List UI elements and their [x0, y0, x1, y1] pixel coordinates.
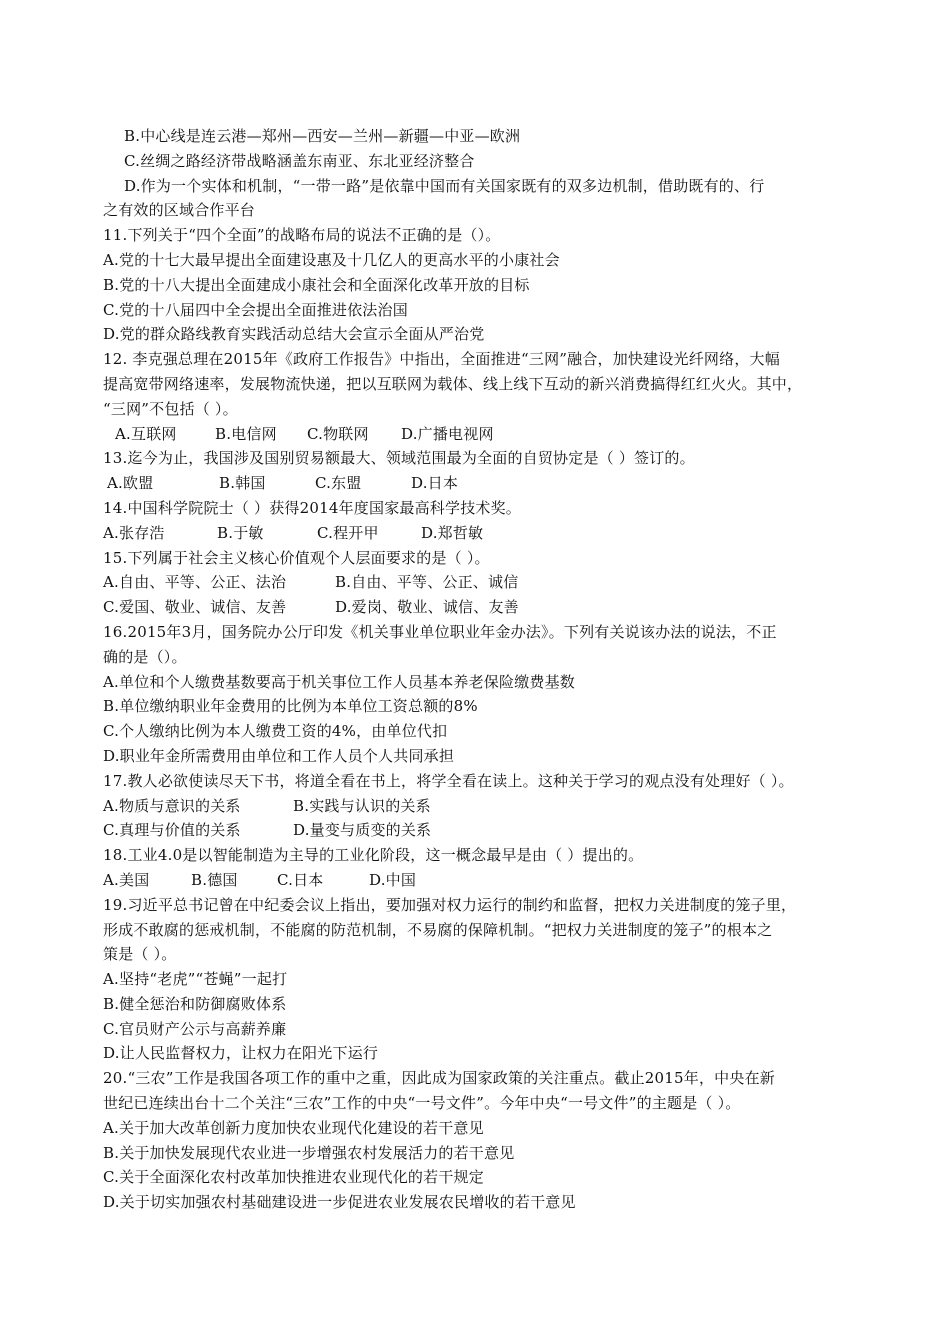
q13-option-b: B.韩国: [219, 474, 266, 493]
q20-option-d: D.关于切实加强农村基础建设进一步促进农业发展农民增收的若干意见: [103, 1193, 576, 1212]
q10-option-d-continuation: 之有效的区域合作平台: [103, 201, 256, 220]
q14-option-b: B.于敏: [217, 523, 264, 542]
q19-option-d: D.让人民监督权力，让权力在阳光下运行: [103, 1044, 379, 1063]
q20-stem-line-2: 世纪已连续出台十二个关注“三农”工作的中央“一号文件”。今年中央“一号文件”的主题是（ ）。: [103, 1094, 741, 1113]
q17-option-d: D.量变与质变的关系: [293, 821, 432, 840]
q18-option-d: D.中国: [369, 870, 417, 889]
q18-options: [103, 868, 863, 893]
q16-stem-line-2: 确的是（）。: [103, 647, 187, 666]
q20-option-c: C.关于全面深化农村改革加快推进农业现代化的若干规定: [103, 1168, 484, 1187]
q11-option-b: B.党的十八大提出全面建成小康社会和全面深化改革开放的目标: [103, 275, 530, 294]
q14-options: [103, 521, 863, 546]
q15-option-b: B.自由、平等、公正、诚信: [335, 573, 519, 592]
q17-option-b: B.实践与认识的关系: [293, 796, 431, 815]
q15-options-row-1: [103, 570, 863, 595]
q18-stem: 18.工业4.0是以智能制造为主导的工业化阶段，这一概念最早是由（ ）提出的。: [103, 846, 644, 865]
q20-option-a: A.关于加大改革创新力度加快农业现代化建设的若干意见: [103, 1118, 484, 1137]
q17-option-c: C.真理与价值的关系: [103, 821, 241, 840]
q15-stem: 15.下列属于社会主义核心价值观个人层面要求的是（ ）。: [103, 548, 490, 567]
q15-option-d: D.爱岗、敬业、诚信、友善: [335, 598, 519, 617]
q20-stem-line-1: 20.“三农”工作是我国各项工作的重中之重，因此成为国家政策的关注重点。截止2015年，中央在新: [103, 1069, 775, 1088]
q16-stem-line-1: 16.2015年3月，国务院办公厅印发《机关事业单位职业年金办法》。下列有关说该办法的说法，不正: [103, 622, 777, 641]
q12-option-d: D.广播电视网: [401, 424, 494, 443]
q12-stem-line-2: 提高宽带网络速率，发展物流快递，把以互联网为载体、线上线下互动的新兴消费搞得红红火火。其中，: [103, 374, 803, 393]
q17-options-row-1: [103, 794, 863, 819]
q12-option-b: B.电信网: [215, 424, 277, 443]
q13-options: [103, 471, 863, 496]
q12-stem-line-1: 12. 李克强总理在2015年《政府工作报告》中指出，全面推进“三网”融合，加快建设光纤网络，大幅: [103, 350, 780, 369]
q14-option-c: C.程开甲: [317, 523, 379, 542]
q17-stem: 17.教人必欲使读尽天下书，将道全看在书上，将学全看在读上。这种关于学习的观点没有处理好（ ）。: [103, 771, 794, 790]
q14-option-a: A.张存浩: [103, 523, 165, 542]
q14-option-d: D.郑哲敏: [421, 523, 484, 542]
q18-option-c: C.日本: [277, 870, 324, 889]
q19-option-b: B.健全惩治和防御腐败体系: [103, 994, 287, 1013]
q19-option-a: A.坚持“老虎”“苍蝇”一起打: [103, 970, 288, 989]
q10-option-c: C.丝绸之路经济带战略涵盖东南亚、东北亚经济整合: [124, 151, 475, 170]
q15-options-row-2: [103, 595, 863, 620]
q12-options: [103, 422, 863, 447]
q16-option-b: B.单位缴纳职业年金费用的比例为本单位工资总额的8%: [103, 697, 478, 716]
q17-options-row-2: [103, 818, 863, 843]
q20-option-b: B.关于加快发展现代农业进一步增强农村发展活力的若干意见: [103, 1143, 515, 1162]
q15-option-a: A.自由、平等、公正、法治: [103, 573, 287, 592]
q19-stem-line-1: 19.习近平总书记曾在中纪委会议上指出，要加强对权力运行的制约和监督，把权力关进制度的笼子里，: [103, 895, 797, 914]
q12-option-a: A.互联网: [115, 424, 177, 443]
q13-option-d: D.日本: [411, 474, 459, 493]
q16-option-c: C.个人缴纳比例为本人缴费工资的4%，由单位代扣: [103, 722, 448, 741]
q16-option-d: D.职业年金所需费用由单位和工作人员个人共同承担: [103, 746, 455, 765]
q11-option-a: A.党的十七大最早提出全面建设惠及十几亿人的更高水平的小康社会: [103, 250, 560, 269]
q19-option-c: C.官员财产公示与高薪养廉: [103, 1019, 287, 1038]
q19-stem-line-3: 策是（ ）。: [103, 945, 177, 964]
q17-option-a: A.物质与意识的关系: [103, 796, 241, 815]
q10-option-b: B.中心线是连云港—郑州—西安—兰州—新疆—中亚—欧洲: [124, 127, 521, 145]
q18-option-a: A.美国: [103, 870, 150, 889]
q14-stem: 14.中国科学院院士（ ）获得2014年度国家最高科学技术奖。: [103, 498, 521, 517]
q13-option-c: C.东盟: [315, 474, 362, 493]
q13-option-a: A.欧盟: [107, 474, 154, 493]
q19-stem-line-2: 形成不敢腐的惩戒机制，不能腐的防范机制，不易腐的保障机制。“把权力关进制度的笼子”的根本之: [103, 920, 773, 939]
q10-option-d: D.作为一个实体和机制，“一带一路”是依靠中国而有关国家既有的双多边机制，借助既有的、行: [124, 176, 765, 195]
q13-stem: 13.迄今为止，我国涉及国别贸易额最大、领域范围最为全面的自贸协定是（ ）签订的。: [103, 449, 695, 468]
q18-option-b: B.德国: [191, 870, 238, 889]
q11-option-d: D.党的群众路线教育实践活动总结大会宣示全面从严治党: [103, 325, 485, 344]
q16-option-a: A.单位和个人缴费基数要高于机关事位工作人员基本养老保险缴费基数: [103, 672, 576, 691]
question-list: [103, 124, 863, 1215]
q11-stem: 11.下列关于“四个全面”的战略布局的说法不正确的是（）。: [103, 226, 501, 245]
q11-option-c: C.党的十八届四中全会提出全面推进依法治国: [103, 300, 408, 319]
q15-option-c: C.爱国、敬业、诚信、友善: [103, 598, 287, 617]
q12-option-c: C.物联网: [307, 424, 369, 443]
q12-stem-line-3: “三网”不包括（ ）。: [103, 399, 238, 418]
